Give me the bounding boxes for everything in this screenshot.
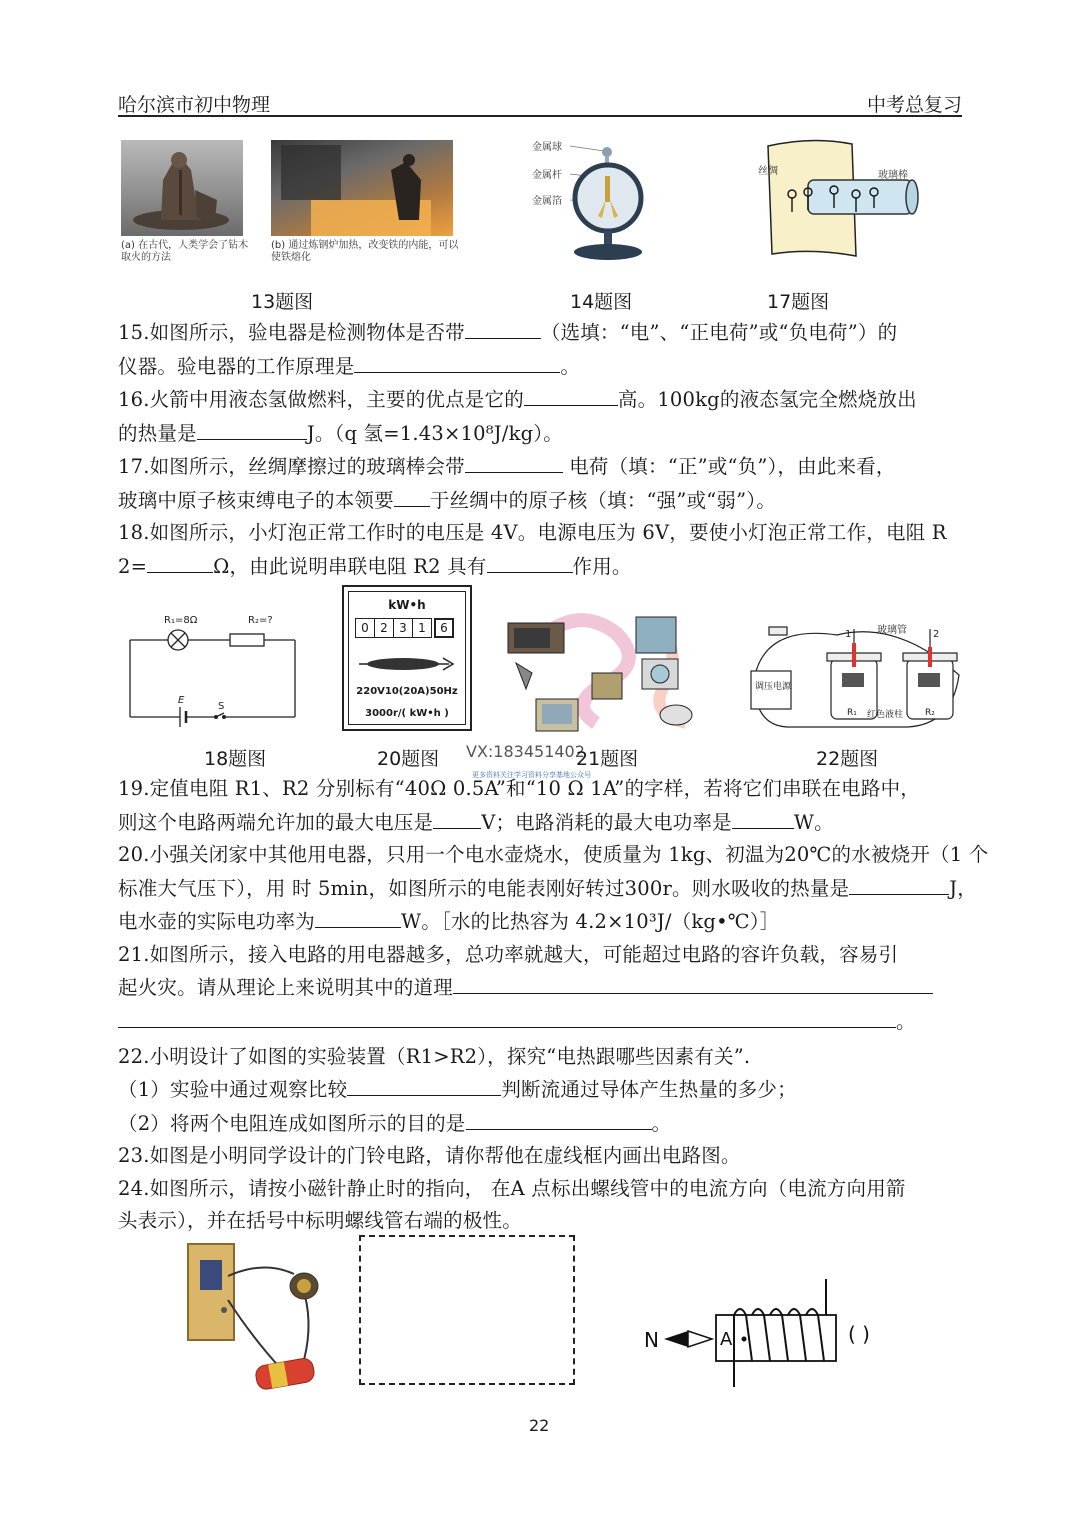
q20-line3: 电水壶的实际电功率为 W。［水的比热容为 4.2×10³J/（kg•℃）］ xyxy=(118,905,964,939)
fig13-caption: 13题图 xyxy=(251,291,314,313)
meter-digit: 2 xyxy=(375,618,394,638)
q20-line1: 20.小强关闭家中其他用电器，只用一个电水壶烧水，使质量为 1kg、初温为20℃的水被烧开（1 个 xyxy=(118,843,989,866)
glass-rod-label: 玻璃棒 xyxy=(878,170,908,181)
battery-label: E xyxy=(178,695,185,706)
meter-rating: 220V10(20A)50Hz xyxy=(356,686,458,697)
fig21-caption: 21题图 xyxy=(576,748,639,770)
meter-unit: kW•h xyxy=(388,598,426,612)
silk-label: 丝绸 xyxy=(758,166,778,177)
questions-15-18 xyxy=(118,316,964,583)
header-right: 中考总复习 xyxy=(866,94,962,116)
tube-1-label: 1 xyxy=(845,629,852,640)
fig20-caption: 20题图 xyxy=(377,748,440,770)
r1-apparatus-label: R₁ xyxy=(847,708,857,718)
power-supply-label: 调压电源 xyxy=(755,682,792,692)
meter-digit: 1 xyxy=(413,618,432,638)
meter-digits xyxy=(355,618,454,638)
heating-apparatus-figure xyxy=(747,615,962,730)
q22-line2: （1）实验中通过观察比较 判断流通过导体产生热量的多少； xyxy=(118,1073,964,1107)
fig18-caption: 18题图 xyxy=(204,748,267,770)
steel-furnace-photo xyxy=(271,140,453,236)
q15-line1: 15.如图所示，验电器是检测物体是否带 （选填：“电”、“正电荷”或“负电荷”）的 xyxy=(118,316,964,350)
meter-digit: 0 xyxy=(355,618,375,638)
fig14-caption: 14题图 xyxy=(570,291,633,313)
fig22-caption: 22题图 xyxy=(816,748,879,770)
q19-line2: 则这个电路两端允许加的最大电压是 V；电路消耗的最大电功率是 W。 xyxy=(118,806,964,840)
page-number: 22 xyxy=(529,1416,550,1435)
fig17-caption: 17题图 xyxy=(767,291,830,313)
glass-rod-figure xyxy=(752,136,922,260)
q17-line2: 玻璃中原子核束缚电子的本领要 于丝绸中的原子核（填：“强”或“弱”）。 xyxy=(118,484,964,518)
q18-line1: 18.如图所示，小灯泡正常工作时的电压是 4V。电源电压为 6V，要使小灯泡正常工作，电阻 R xyxy=(118,521,947,544)
glass-tube-label: 玻璃管 xyxy=(877,625,907,636)
q15-line2: 仪器。验电器的工作原理是 。 xyxy=(118,350,964,384)
q24-line1: 24.如图所示，请按小磁针静止时的指向， 在A 点标出螺线管中的电流方向（电流方向用箭 xyxy=(118,1176,906,1200)
fig13a-caption: (a) 在古代，人类学会了钻木取火的方法 xyxy=(121,240,249,263)
q20-line2: 标准大气压下），用 时 5min，如图所示的电能表刚好转过300r。则水吸收的热量是 J， xyxy=(118,872,964,906)
watermark-id: VX:183451402 xyxy=(462,742,589,761)
polarity-bracket[interactable]: ( ) xyxy=(848,1322,870,1346)
questions-19-24 xyxy=(118,773,989,1238)
r2-label: R₂=? xyxy=(248,615,273,626)
q24-line2: 头表示），并在括号中标明螺线管右端的极性。 xyxy=(118,1209,522,1232)
fire-drilling-photo xyxy=(121,140,243,236)
fig13b-caption: (b) 通过炼钢炉加热，改变铁的内能，可以使铁熔化 xyxy=(271,240,459,263)
point-a-label: A xyxy=(720,1329,733,1350)
meter-constant: 3000r/( kW•h ) xyxy=(365,708,449,719)
metal-foil-label: 金属箔 xyxy=(532,196,562,207)
metal-ball-label: 金属球 xyxy=(532,142,562,153)
q22-line3: （2）将两个电阻连成如图所示的目的是 。 xyxy=(118,1107,964,1141)
r2-apparatus-label: R₂ xyxy=(925,708,935,718)
appliances-figure xyxy=(496,603,718,735)
header-left: 哈尔滨市初中物理 xyxy=(118,94,271,116)
electric-meter-figure xyxy=(342,585,472,731)
series-circuit-figure xyxy=(120,605,305,727)
needle-n-label: N xyxy=(644,1328,659,1352)
red-liquid-label: 红色液柱 xyxy=(867,710,904,720)
r1-label: R₁=8Ω xyxy=(164,615,198,626)
solenoid-figure xyxy=(640,1275,910,1393)
meter-disc-icon xyxy=(357,652,457,676)
q16-line1: 16.火箭中用液态氢做燃料，主要的优点是它的 高。100kg的液态氢完全燃烧放出 xyxy=(118,383,964,417)
q21-line3: 。 xyxy=(118,1005,964,1041)
doorbell-circuit-photo xyxy=(184,1240,334,1392)
switch-label: S xyxy=(218,701,225,712)
meter-digit: 3 xyxy=(394,618,413,638)
q19-line1: 19.定值电阻 R1、R2 分别标有“40Ω 0.5A”和“10 Ω 1A”的字样，若将它们串联在电路中， xyxy=(118,777,920,800)
q17-line1: 17.如图所示，丝绸摩擦过的玻璃棒会带 电荷（填：“正”或“负”），由此来看， xyxy=(118,450,964,484)
q21-line2: 起火灾。请从理论上来说明其中的道理 xyxy=(118,971,964,1005)
q21-line1: 21.如图所示，接入电路的用电器越多，总功率就越大，可能超过电路的容许负载，容易引 xyxy=(118,942,899,966)
header-rule xyxy=(118,115,962,117)
q16-line2: 的热量是 J。（q 氢=1.43×10⁸J/kg）。 xyxy=(118,417,964,451)
metal-rod-label: 金属杆 xyxy=(532,170,562,181)
q22-line1: 22.小明设计了如图的实验装置（R1>R2），探究“电热跟哪些因素有关”. xyxy=(118,1044,751,1068)
tube-2-label: 2 xyxy=(933,629,940,640)
watermark-sub: 更多资料关注学习资料分享基地公众号 xyxy=(472,771,591,779)
q23: 23.如图是小明同学设计的门铃电路，请你帮他在虚线框内画出电路图。 xyxy=(118,1144,741,1167)
answer-drawing-box[interactable] xyxy=(359,1235,575,1385)
meter-digit-decimal: 6 xyxy=(434,618,454,638)
electroscope-figure xyxy=(528,136,653,272)
q18-line2: 2= Ω，由此说明串联电阻 R2 具有 作用。 xyxy=(118,550,964,584)
